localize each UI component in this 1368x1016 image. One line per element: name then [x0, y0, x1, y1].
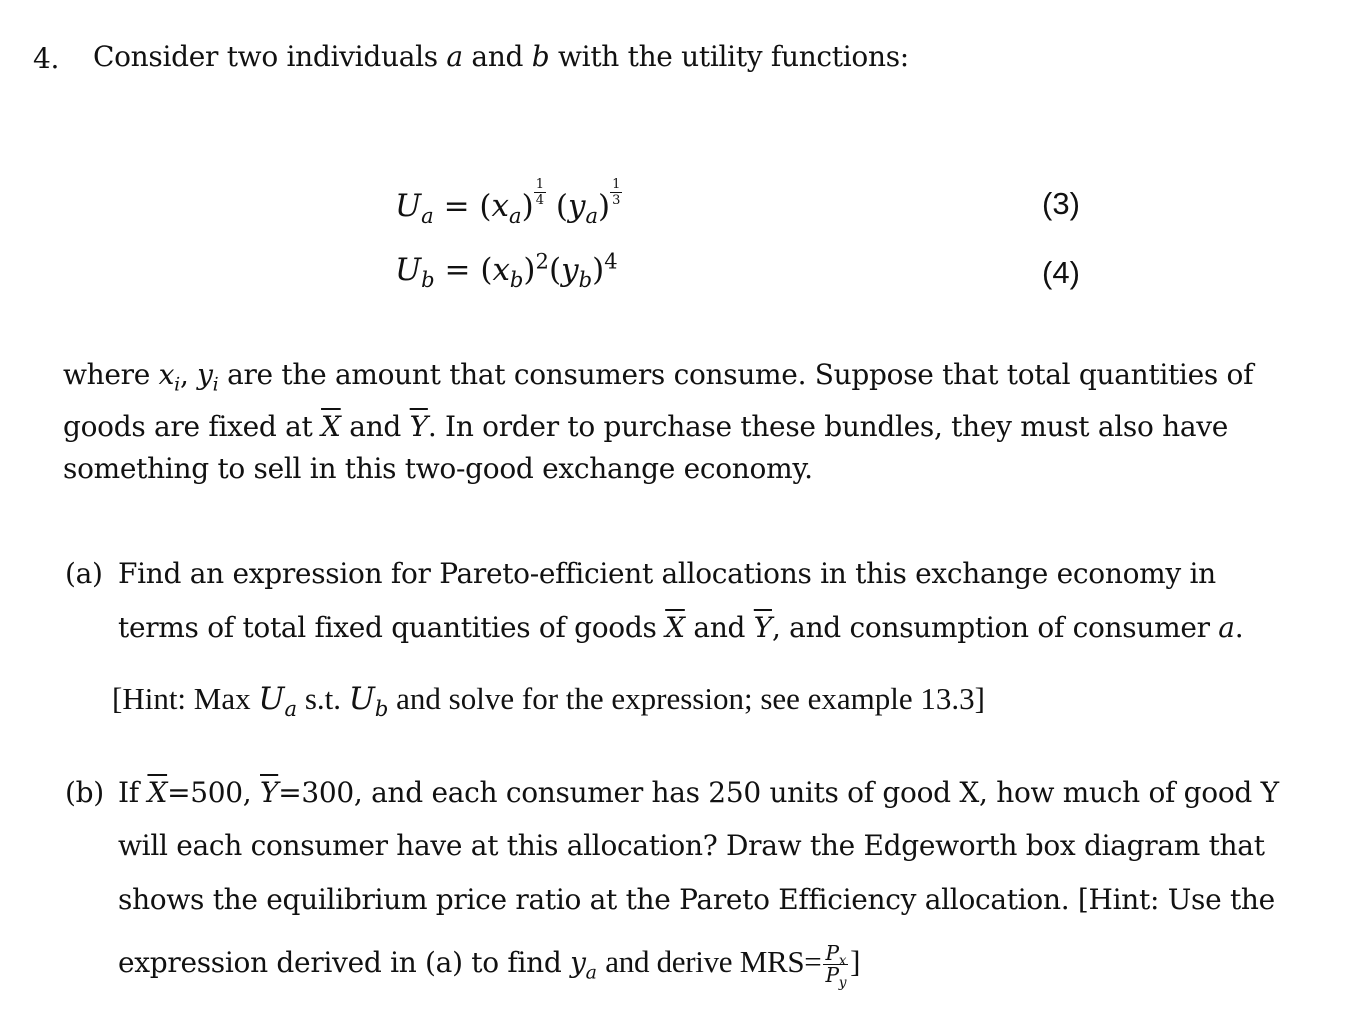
question-number: 4. [33, 42, 60, 75]
part-a-line-1: Find an expression for Pareto-efficient allocations in this exchange economy in [118, 557, 1216, 590]
paragraph-line-1: where $x_i$, $y_i$ are the amount that consumers consume. Suppose that total quantities of [63, 358, 1254, 396]
equation-utility-b: $U_b = (x_b)^2(y_b)^4$ [395, 248, 618, 293]
part-b-line-2: will each consumer have at this allocation? Draw the Edgeworth box diagram that [118, 829, 1265, 862]
part-a-label: (a) [65, 557, 103, 590]
equation-label-4: (4) [1042, 255, 1080, 290]
part-b-line-4: expression derived in (a) to find $y_a$ and derive MRS= $\frac{P_x}{P_y}$ ] [118, 941, 861, 992]
paragraph-line-3: something to sell in this two-good exchange economy. [63, 452, 813, 485]
part-b-line-1: If $\overline{X}=500$, $\overline{Y}=300$, and each consumer has 250 units of good X, how much of good Y [118, 776, 1279, 809]
equation-label-3: (3) [1042, 186, 1080, 221]
part-b-line-3: shows the equilibrium price ratio at the Pareto Efficiency allocation. [Hint: Use the [118, 883, 1275, 916]
part-a-line-2: terms of total fixed quantities of goods $\overline{X}$ and $\overline{Y}$, and consumption of consumer a. [118, 611, 1244, 644]
part-b-label: (b) [65, 776, 104, 809]
paragraph-line-2: goods are fixed at $\overline{X}$ and $\overline{Y}$. In order to purchase these bundles, they must also have [63, 410, 1229, 443]
price-ratio-fraction: $\frac{P_x}{P_y}$ [825, 941, 847, 992]
part-a-hint: [Hint: Max $U_a$ s.t. $U_b$ and solve for the expression; see example 13.3] [112, 681, 985, 722]
equation-utility-a: $U_a = (x_a)$ $\frac{1}{4}$ $(y_a)$ $\frac{1}{3}$ [395, 177, 621, 229]
question-intro: Consider two individuals a and b with the utility functions: [93, 40, 909, 73]
